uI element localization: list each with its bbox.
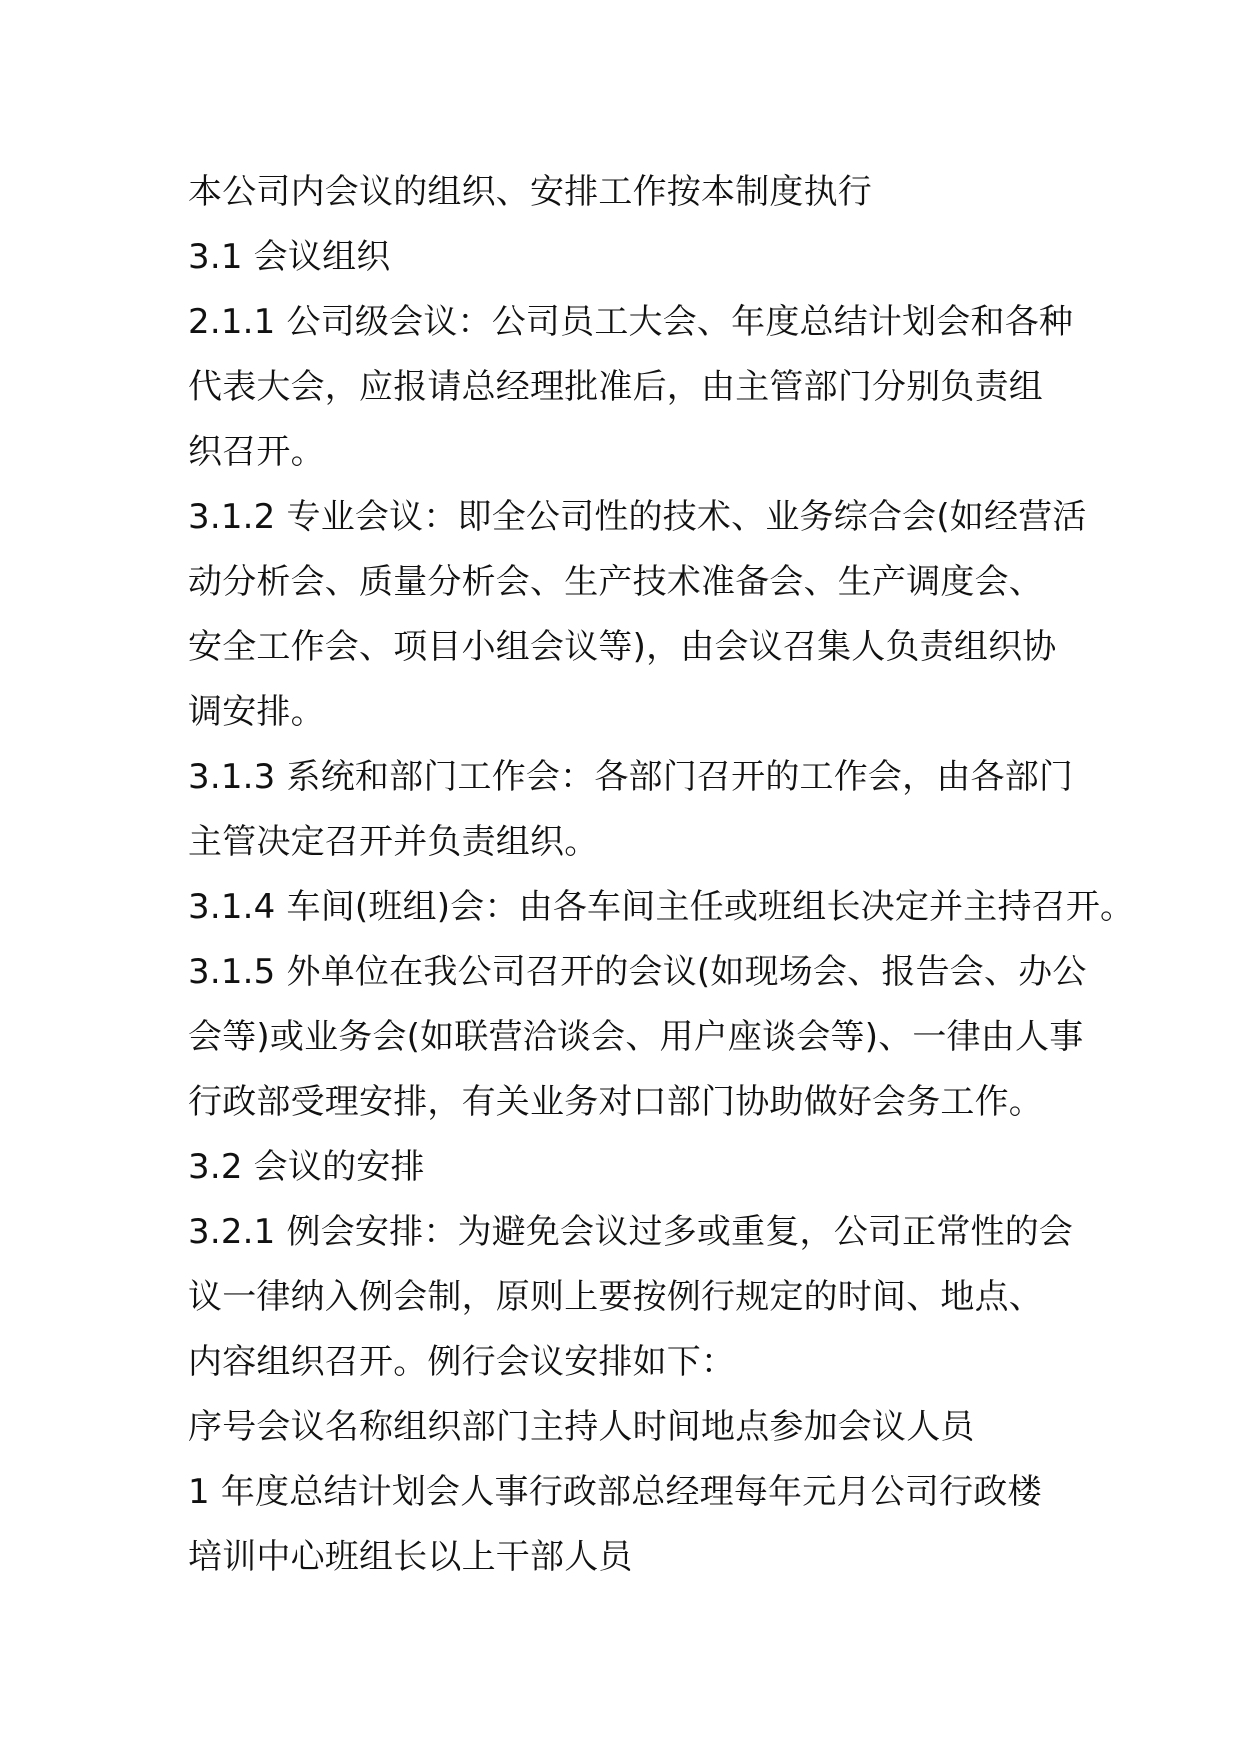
text-line: 动分析会、质量分析会、生产技术准备会、生产调度会、 bbox=[188, 562, 1043, 602]
text-line: 议一律纳入例会制，原则上要按例行规定的时间、地点、 bbox=[188, 1277, 1043, 1317]
text-line: 1 年度总结计划会人事行政部总经理每年元月公司行政楼 bbox=[188, 1472, 1042, 1512]
table-row-1 bbox=[188, 1460, 1088, 1525]
intro-paragraph bbox=[188, 160, 1088, 225]
text-line: 本公司内会议的组织、安排工作按本制度执行 bbox=[188, 172, 872, 212]
clause-3-1-5 bbox=[188, 940, 1088, 1135]
clause-3-1-4 bbox=[188, 875, 1135, 940]
section-heading-3-2 bbox=[188, 1135, 1088, 1200]
clause-3-1-3 bbox=[188, 745, 1088, 875]
text-line: 3.2.1 例会安排：为避免会议过多或重复，公司正常性的会 bbox=[188, 1212, 1074, 1252]
text-line: 代表大会，应报请总经理批准后，由主管部门分别负责组 bbox=[188, 367, 1043, 407]
text-line: 3.1 会议组织 bbox=[188, 237, 391, 277]
text-line: 织召开。 bbox=[188, 432, 325, 472]
text-line: 安全工作会、项目小组会议等)，由会议召集人负责组织协 bbox=[188, 627, 1057, 667]
text-line: 3.1.5 外单位在我公司召开的会议(如现场会、报告会、办公 bbox=[188, 952, 1087, 992]
text-line: 行政部受理安排，有关业务对口部门协助做好会务工作。 bbox=[188, 1082, 1043, 1122]
text-line: 3.1.4 车间(班组)会：由各车间主任或班组长决定并主持召开。 bbox=[188, 887, 1135, 927]
clause-3-1-2 bbox=[188, 485, 1088, 745]
table-row-1-continued bbox=[188, 1525, 1088, 1590]
text-line: 培训中心班组长以上干部人员 bbox=[188, 1537, 633, 1577]
text-line: 内容组织召开。例行会议安排如下： bbox=[188, 1342, 736, 1382]
text-line: 3.1.3 系统和部门工作会：各部门召开的工作会，由各部门 bbox=[188, 757, 1074, 797]
document-body bbox=[188, 160, 1135, 1590]
text-line: 3.2 会议的安排 bbox=[188, 1147, 425, 1187]
table-header-line bbox=[188, 1395, 1088, 1460]
text-line: 序号会议名称组织部门主持人时间地点参加会议人员 bbox=[188, 1407, 975, 1447]
section-heading-3-1 bbox=[188, 225, 1088, 290]
text-line: 主管决定召开并负责组织。 bbox=[188, 822, 599, 862]
text-line: 调安排。 bbox=[188, 692, 325, 732]
text-line: 会等)或业务会(如联营洽谈会、用户座谈会等)、一律由人事 bbox=[188, 1017, 1084, 1057]
text-line: 2.1.1 公司级会议：公司员工大会、年度总结计划会和各种 bbox=[188, 302, 1074, 342]
clause-2-1-1 bbox=[188, 290, 1088, 485]
text-line: 3.1.2 专业会议：即全公司性的技术、业务综合会(如经营活 bbox=[188, 497, 1087, 537]
clause-3-2-1 bbox=[188, 1200, 1088, 1395]
